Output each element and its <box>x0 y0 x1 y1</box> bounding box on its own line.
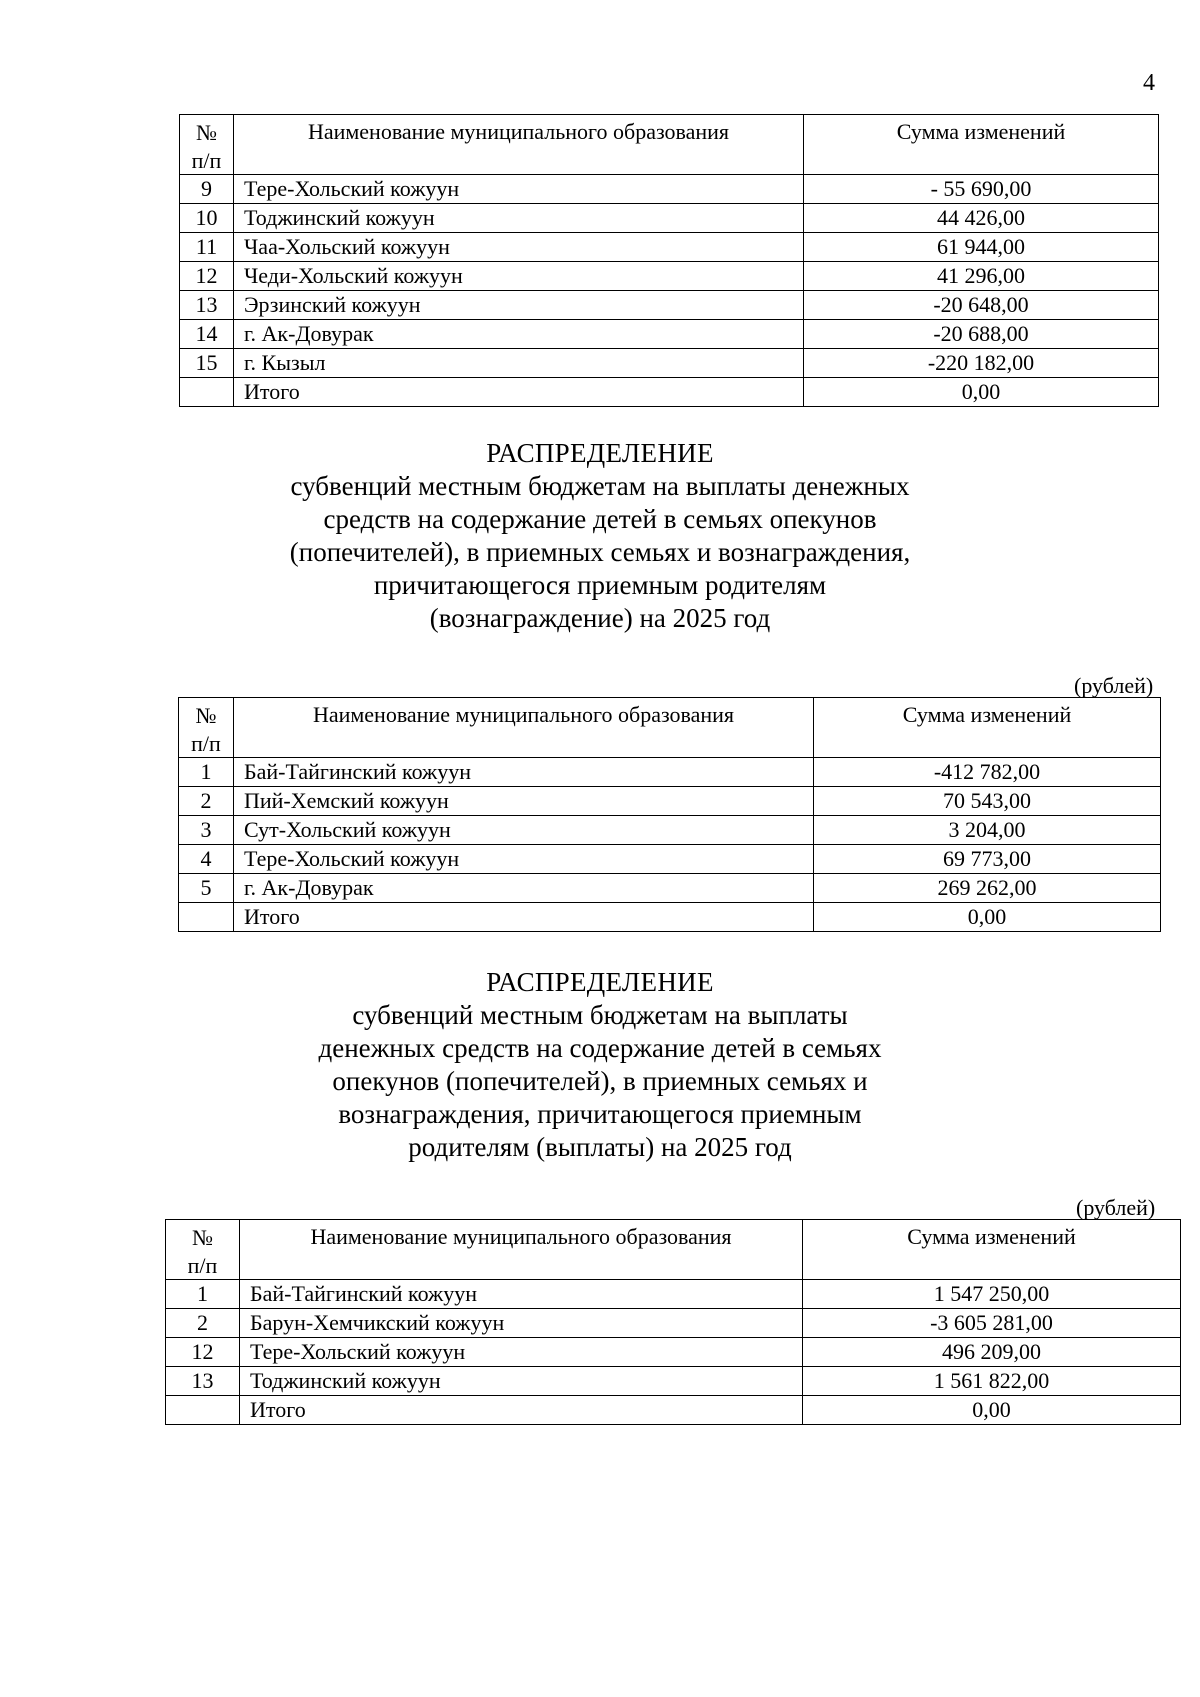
table-row: 11 Чаа-Хольский кожуун 61 944,00 <box>180 233 1159 262</box>
table-changes-3 <box>165 1219 1181 1425</box>
subtitle-line: (вознаграждение) на 2025 год <box>429 603 771 633</box>
total-row <box>179 903 1161 932</box>
table-row: 4 Тере-Хольский кожуун 69 773,00 <box>179 845 1161 874</box>
header-amount: Сумма изменений <box>803 1220 1181 1280</box>
table-changes-2 <box>178 697 1161 932</box>
header-name: Наименование муниципального образования <box>240 1220 803 1280</box>
header-num: № п/п <box>179 698 234 758</box>
table-header-row <box>180 115 1159 175</box>
total-amount: 0,00 <box>804 378 1159 407</box>
table-header-row <box>166 1220 1181 1280</box>
table-row: 12 Тере-Хольский кожуун 496 209,00 <box>166 1338 1181 1367</box>
total-amount: 0,00 <box>803 1396 1181 1425</box>
table-row: 2 Пий-Хемский кожуун 70 543,00 <box>179 787 1161 816</box>
table-changes-1 <box>179 114 1159 407</box>
total-label: Итого <box>240 1396 803 1425</box>
table-row: 14 г. Ак-Довурак -20 688,00 <box>180 320 1159 349</box>
page-number: 4 <box>1143 70 1155 96</box>
table-row: 13 Тоджинский кожуун 1 561 822,00 <box>166 1367 1181 1396</box>
table-row: 15 г. Кызыл -220 182,00 <box>180 349 1159 378</box>
header-name: Наименование муниципального образования <box>234 115 804 175</box>
subtitle-line: средств на содержание детей в семьях опекунов <box>323 504 877 534</box>
subtitle-line: причитающегося приемным родителям <box>373 570 827 600</box>
header-amount: Сумма изменений <box>814 698 1161 758</box>
subtitle-line: денежных средств на содержание детей в семьях <box>318 1033 882 1063</box>
subtitle-line: (попечителей), в приемных семьях и вознаграждения, <box>289 537 911 567</box>
section-heading: РАСПРЕДЕЛЕНИЕ <box>486 438 714 468</box>
header-num: № п/п <box>180 115 234 175</box>
section3-title <box>0 966 1200 1164</box>
header-num: № п/п <box>166 1220 240 1280</box>
total-label: Итого <box>234 378 804 407</box>
table-row: 3 Сут-Хольский кожуун 3 204,00 <box>179 816 1161 845</box>
table-row: 9 Тере-Хольский кожуун - 55 690,00 <box>180 175 1159 204</box>
table-row: 12 Чеди-Хольский кожуун 41 296,00 <box>180 262 1159 291</box>
total-amount: 0,00 <box>814 903 1161 932</box>
units-label: (рублей) <box>1074 673 1154 698</box>
table-row: 2 Барун-Хемчикский кожуун -3 605 281,00 <box>166 1309 1181 1338</box>
header-amount: Сумма изменений <box>804 115 1159 175</box>
table-row: 1 Бай-Тайгинский кожуун -412 782,00 <box>179 758 1161 787</box>
table-row: 10 Тоджинский кожуун 44 426,00 <box>180 204 1159 233</box>
table-header-row <box>179 698 1161 758</box>
total-label: Итого <box>234 903 814 932</box>
subtitle-line: родителям (выплаты) на 2025 год <box>408 1132 792 1162</box>
section2-title <box>0 437 1200 635</box>
table-row: 1 Бай-Тайгинский кожуун 1 547 250,00 <box>166 1280 1181 1309</box>
total-row <box>180 378 1159 407</box>
subtitle-line: субвенций местным бюджетам на выплаты <box>352 1000 848 1030</box>
subtitle-line: опекунов (попечителей), в приемных семьях и <box>332 1066 868 1096</box>
total-row <box>166 1396 1181 1425</box>
header-name: Наименование муниципального образования <box>234 698 814 758</box>
subtitle-line: субвенций местным бюджетам на выплаты денежных <box>290 471 910 501</box>
subtitle-line: вознаграждения, причитающегося приемным <box>338 1099 862 1129</box>
section-heading: РАСПРЕДЕЛЕНИЕ <box>486 967 714 997</box>
units-label: (рублей) <box>1076 1195 1156 1220</box>
table-row: 5 г. Ак-Довурак 269 262,00 <box>179 874 1161 903</box>
table-row: 13 Эрзинский кожуун -20 648,00 <box>180 291 1159 320</box>
